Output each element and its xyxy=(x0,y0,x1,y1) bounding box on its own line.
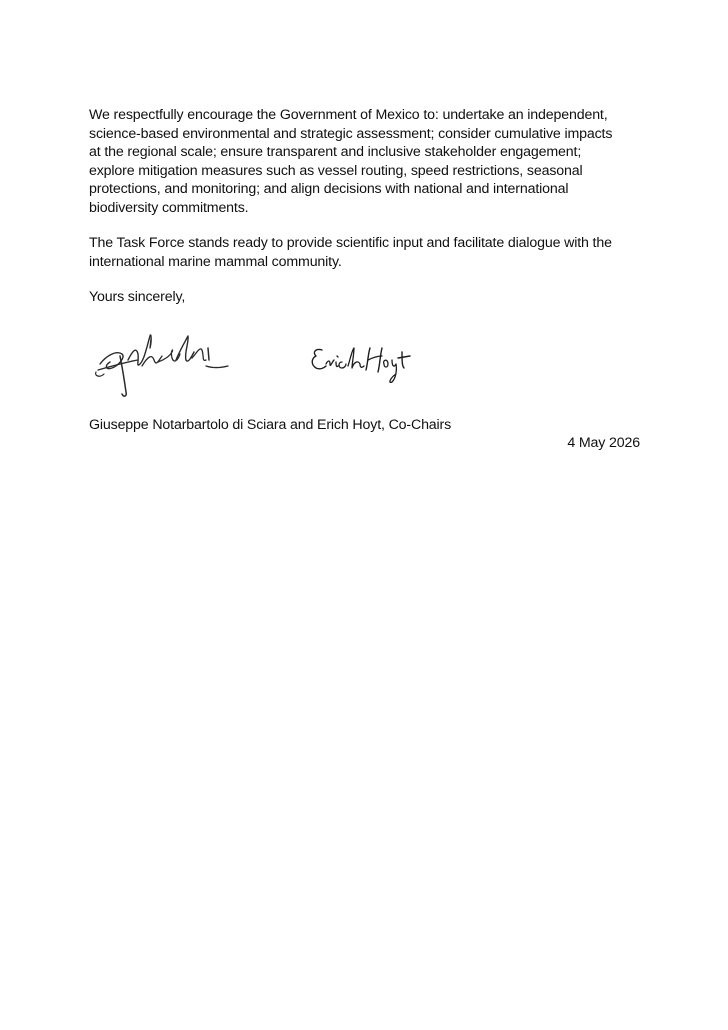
signatory-line: Giuseppe Notarbartolo di Sciara and Erich Hoyt, Co-Chairs xyxy=(89,417,452,433)
paragraph-recommendations: We respectfully encourage the Government of Mexico to: undertake an independent, science-based environmental and strategic assessment; consider cumulative impacts at the regional scale; ensure transparent and inclusive stakeholder engagement; explore mitigation measures such as vessel routing, speed restrictions, seasonal protections, and monitoring; and align decisions with national and international biodiversity commitments. xyxy=(89,107,613,216)
signatures-block xyxy=(92,326,432,404)
paragraph-task-force-offer: The Task Force stands ready to provide scientific input and facilitate dialogue with the international marine mammal community. xyxy=(89,235,612,270)
letter-date: 4 May 2026 xyxy=(567,435,640,451)
signature-notarbartolo xyxy=(92,326,232,400)
signature-hoyt xyxy=(308,342,418,386)
closing-salutation: Yours sincerely, xyxy=(89,289,186,305)
